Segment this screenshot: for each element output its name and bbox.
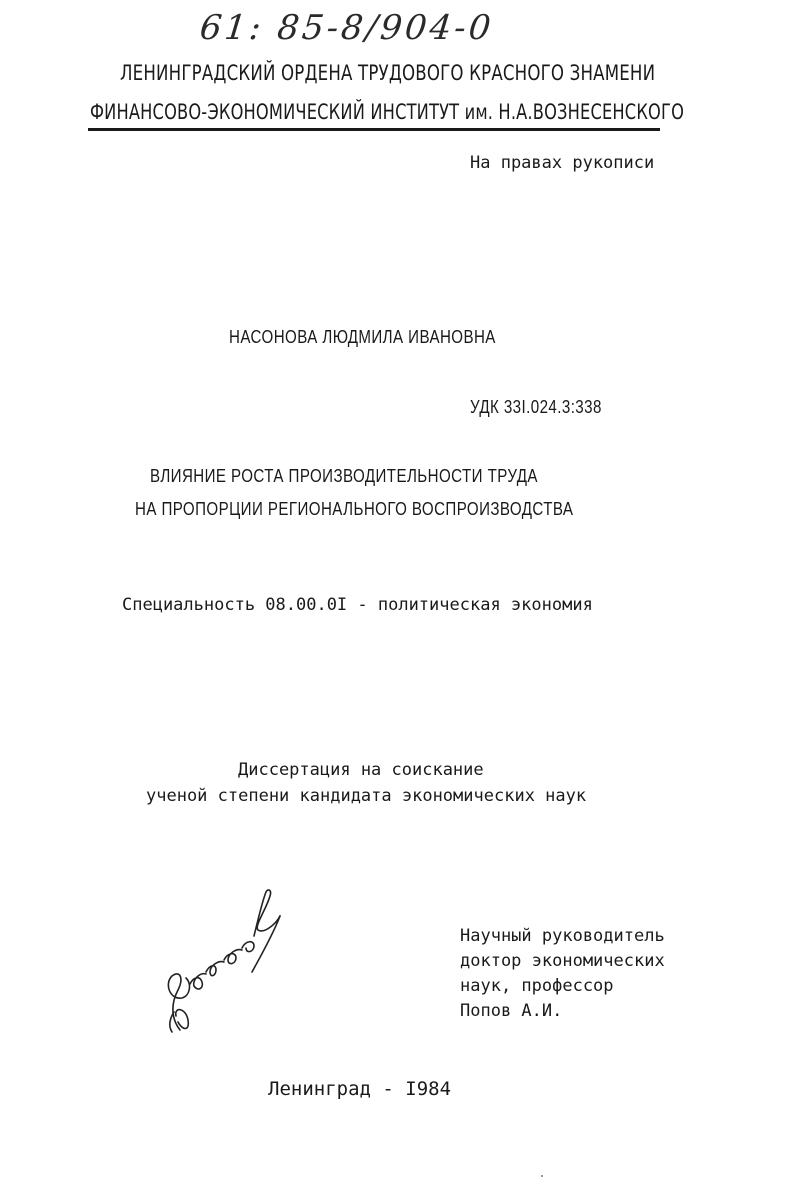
dissertation-title-line-2: НА ПРОПОРЦИИ РЕГИОНАЛЬНОГО ВОСПРОИЗВОДСТВА (135, 499, 574, 519)
supervisor-degree: доктор экономических (460, 951, 665, 971)
author-signature (150, 880, 290, 1045)
degree-statement-line-1: Диссертация на соискание (238, 760, 484, 780)
handwritten-archive-code: 61: 85-8/904-0 (197, 8, 496, 48)
manuscript-rights-note: На правах рукописи (470, 153, 655, 173)
supervisor-label: Научный руководитель (460, 926, 665, 946)
dissertation-title-line-1: ВЛИЯНИЕ РОСТА ПРОИЗВОДИТЕЛЬНОСТИ ТРУДА (150, 466, 538, 486)
specialty-line: Специальность 08.00.0I - политическая экономия (122, 595, 593, 615)
supervisor-name: Попов А.И. (460, 1001, 563, 1021)
scan-speck (541, 1175, 543, 1177)
degree-statement-line-2: ученой степени кандидата экономических наук (146, 786, 587, 806)
supervisor-title: наук, профессор (460, 976, 614, 996)
institute-name-line-2: ФИНАНСОВО-ЭКОНОМИЧЕСКИЙ ИНСТИТУТ им. Н.А.ВОЗНЕСЕНСКОГО (90, 100, 685, 124)
city-year: Ленинград - I984 (268, 1078, 452, 1100)
author-name: НАСОНОВА ЛЮДМИЛА ИВАНОВНА (229, 327, 496, 347)
udc-code: УДК 33I.024.3:338 (470, 397, 602, 417)
institute-name-line-1: ЛЕНИНГРАДСКИЙ ОРДЕНА ТРУДОВОГО КРАСНОГО ЗНАМЕНИ (120, 61, 656, 85)
header-divider (88, 128, 660, 131)
